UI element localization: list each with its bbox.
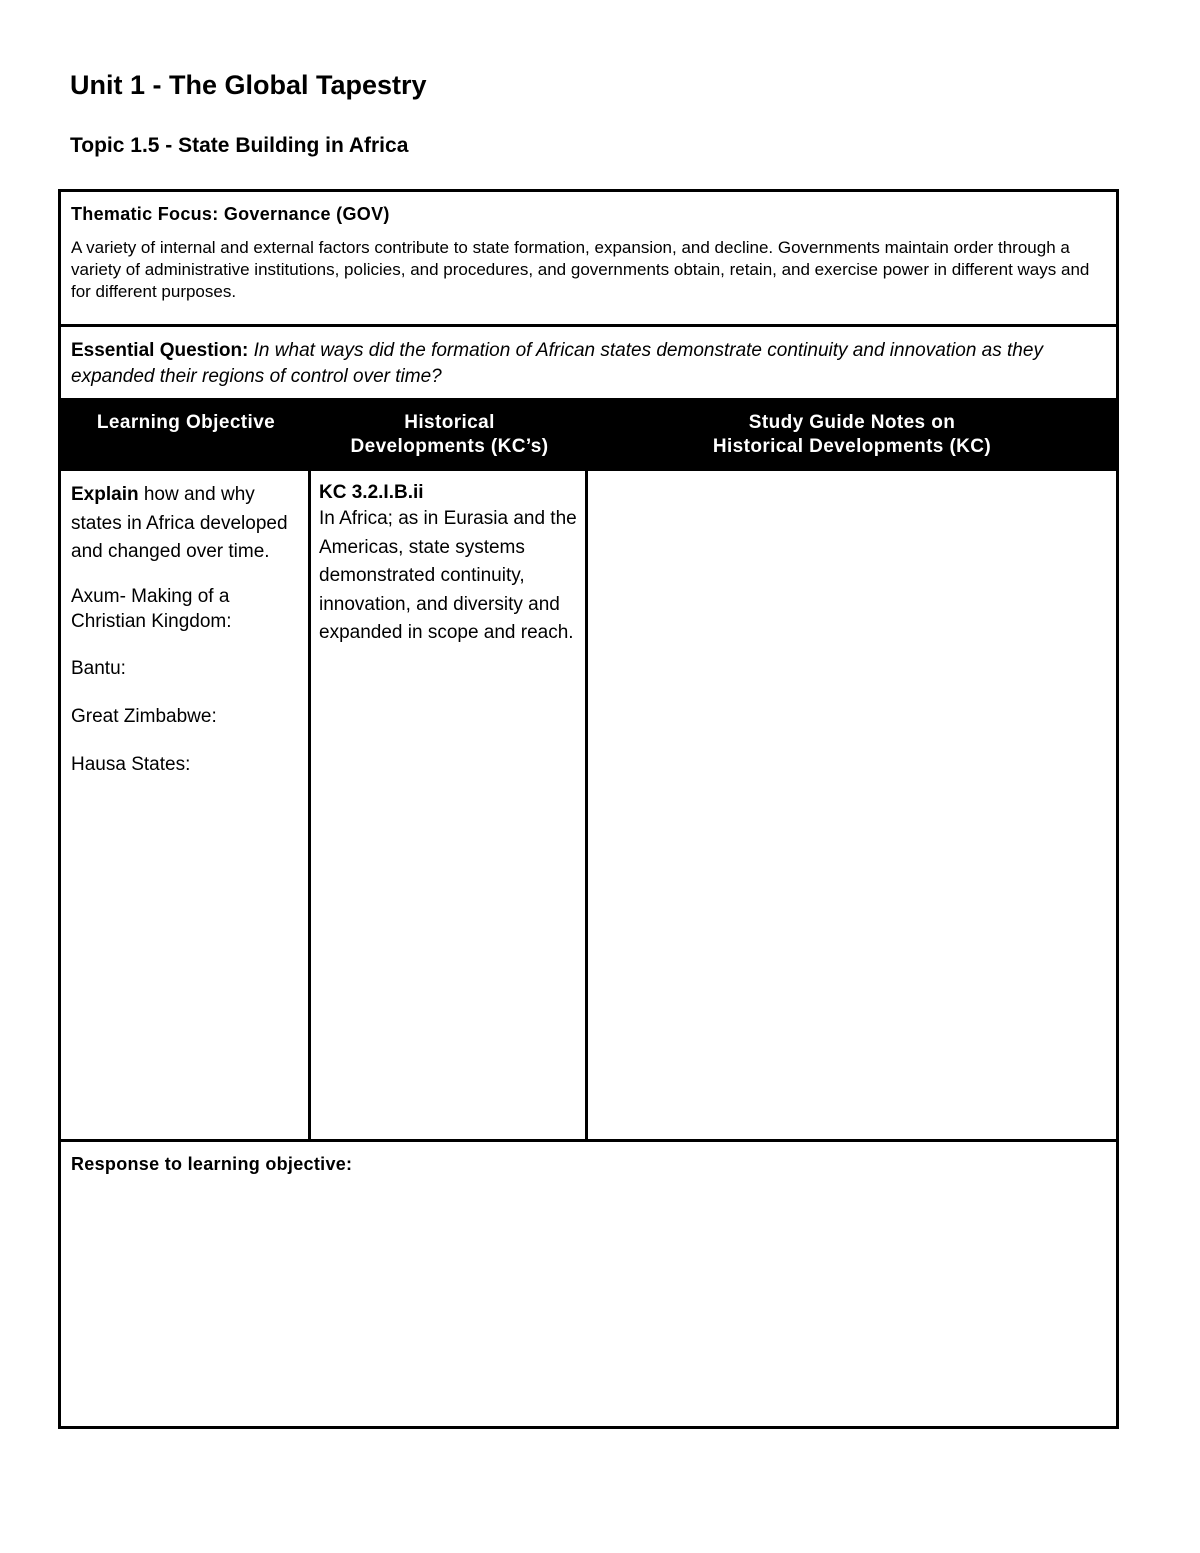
header-historical-line1: Historical	[404, 412, 495, 433]
header-notes-line2: Historical Developments (KC)	[712, 436, 992, 457]
unit-title: Unit 1 - The Global Tapestry	[70, 70, 427, 100]
study-guide-notes-cell[interactable]	[588, 471, 1116, 1139]
essential-question-section	[61, 327, 1116, 398]
response-section[interactable]	[61, 1142, 1116, 1426]
worksheet-table	[58, 189, 1119, 1429]
topic-title: Topic 1.5 - State Building in Africa	[70, 134, 409, 157]
response-label: Response to learning objective:	[71, 1154, 353, 1174]
thematic-focus-label: Thematic Focus: Governance (GOV)	[71, 204, 390, 224]
essential-question-text: In what ways did the formation of African states demonstrate continuity and innovation as they expanded their regions of control over time?	[71, 340, 1043, 387]
table-header-row	[61, 398, 1116, 471]
thematic-focus-section	[61, 192, 1116, 327]
table-content-row	[61, 471, 1116, 1142]
topic-item-axum: Axum- Making of a Christian Kingdom:	[71, 585, 232, 632]
essential-question-label: Essential Question:	[71, 340, 249, 361]
learning-objective-verb: Explain	[71, 484, 139, 505]
thematic-focus-text: A variety of internal and external factors contribute to state formation, expansion, and decline. Governments maintain order through a variety of administrative institutions, policies, and procedures, and governments obtain, retain, and exercise power in different ways and for different purposes.	[71, 238, 1090, 301]
historical-development-cell	[311, 471, 588, 1139]
header-learning-objective-label: Learning Objective	[96, 412, 276, 433]
topic-item-hausa-states: Hausa States:	[71, 753, 191, 775]
kc-code: KC 3.2.I.B.ii	[319, 482, 424, 503]
header-study-guide-notes	[588, 398, 1116, 471]
kc-text: In Africa; as in Eurasia and the Americas, state systems demonstrated continuity, innovation, and diversity and expanded in scope and reach.	[319, 508, 577, 643]
header-notes-line1: Study Guide Notes on	[748, 412, 956, 433]
header-historical-line2: Developments (KC’s)	[350, 436, 549, 457]
learning-objective-cell	[61, 471, 311, 1139]
topic-item-bantu: Bantu:	[71, 657, 126, 679]
topic-item-great-zimbabwe: Great Zimbabwe:	[71, 705, 217, 727]
learning-objective-text: how and why states in Africa developed and changed over time.	[71, 484, 288, 562]
header-historical-developments	[311, 398, 588, 471]
learning-objective-statement	[71, 481, 300, 567]
header-learning-objective	[61, 398, 311, 471]
